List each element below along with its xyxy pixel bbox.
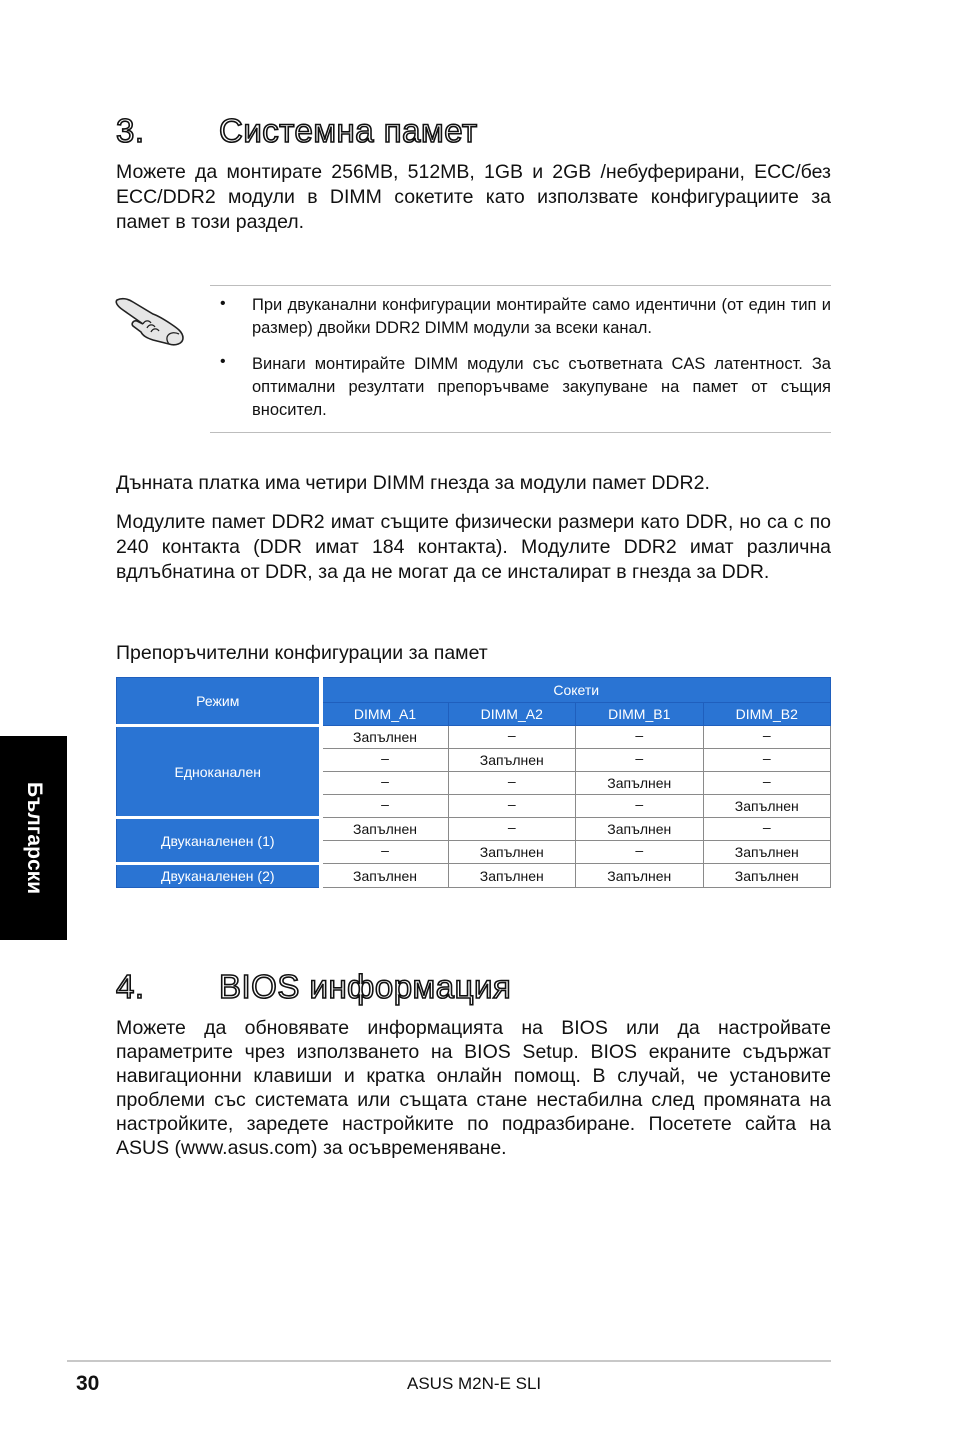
table-cell: Запълнен: [448, 864, 576, 888]
table-cell: –: [576, 841, 704, 864]
table-cell: –: [448, 795, 576, 818]
table-cell: Запълнен: [321, 726, 449, 749]
section-4-heading: [116, 968, 716, 1008]
table-cell: Запълнен: [703, 841, 831, 864]
table-cell: Запълнен: [321, 818, 449, 841]
bullet: •: [220, 295, 226, 312]
section-4-body: Можете да обновявате информацията на BIOS или да настройвате параметрите чрез използването на BIOS Setup. BIOS екраните съдържат навигационни клавиши и кратка онлайн помощ. В случай, че установите проблеми със системата или същата стане нестабилна след промяната на настройките, заредете настройките по подразбиране. Посетете сайта на ASUS (www.asus.com) за осъвременяване.: [116, 1017, 831, 1159]
bullet: •: [220, 353, 226, 370]
table-cell: –: [576, 726, 704, 749]
table-cell: –: [321, 749, 449, 772]
language-side-tab: [0, 736, 67, 940]
column-header: DIMM_B1: [576, 703, 704, 726]
table-cell: –: [321, 841, 449, 864]
section-number: 3.: [116, 112, 145, 149]
table-cell: –: [448, 772, 576, 795]
table-cell: –: [321, 795, 449, 818]
table-cell: –: [703, 772, 831, 795]
memory-config-table: [116, 677, 831, 888]
note-item: При двуканални конфигурации монтирайте само идентични (от един тип и размер) двойки DDR2 DIMM модули за всеки канал.: [252, 296, 831, 337]
table-cell: –: [703, 749, 831, 772]
section-number: 4.: [116, 968, 145, 1005]
section-3-intro: Можете да монтирате 256MB, 512MB, 1GB и 2GB /небуферирани, ECC/без ECC/DDR2 модули в DIMM сокетите като използвате конфигурациите за памет в този раздел.: [116, 161, 831, 233]
table-cell: –: [321, 772, 449, 795]
table-cell: Запълнен: [703, 795, 831, 818]
table-cell: Запълнен: [448, 749, 576, 772]
column-header: DIMM_A1: [321, 703, 449, 726]
section-title: Системна памет: [219, 112, 478, 149]
footer-product-name: ASUS M2N-E SLI: [407, 1374, 542, 1393]
page-number: 30: [76, 1372, 100, 1395]
table-cell: Запълнен: [576, 818, 704, 841]
section-title: BIOS информация: [219, 968, 512, 1005]
column-header: DIMM_B2: [703, 703, 831, 726]
mode-header: Режим: [117, 678, 321, 726]
section-3-heading: [116, 112, 716, 152]
ddr2-paragraph: Модулите памет DDR2 имат същите физически размери като DDR, но са с по 240 контакта (DDR имат 184 контакта). Модулите DDR2 имат различна вдлъбнатина от DDR, за да не могат да се инсталират в гнезда за DDR.: [116, 511, 831, 583]
language-label: Български: [22, 781, 46, 895]
hand-pointing-icon: [113, 290, 187, 346]
table-cell: Запълнен: [321, 864, 449, 888]
table-cell: Запълнен: [576, 772, 704, 795]
mode-cell: Двуканаленен (2): [117, 864, 321, 888]
table-cell: –: [448, 818, 576, 841]
table-cell: Запълнен: [703, 864, 831, 888]
mode-cell: Едноканален: [117, 726, 321, 818]
table-cell: Запълнен: [448, 841, 576, 864]
table-cell: Запълнен: [576, 864, 704, 888]
table-cell: –: [703, 726, 831, 749]
note-box: [210, 285, 831, 433]
sockets-header: Сокети: [321, 678, 831, 703]
footer-divider: [67, 1360, 831, 1362]
table-cell: –: [576, 749, 704, 772]
dimm-slots-paragraph: Дънната платка има четири DIMM гнезда за модули памет DDR2.: [116, 472, 710, 494]
table-caption: Препоръчителни конфигурации за памет: [116, 642, 488, 664]
table-cell: –: [703, 818, 831, 841]
mode-cell: Двуканаленен (1): [117, 818, 321, 864]
table-cell: –: [576, 795, 704, 818]
column-header: DIMM_A2: [448, 703, 576, 726]
note-item: Винаги монтирайте DIMM модули със съответната CAS латентност. За оптимални резултати препоръчваме закупуване на памет от същия вносител.: [252, 355, 831, 419]
table-cell: –: [448, 726, 576, 749]
